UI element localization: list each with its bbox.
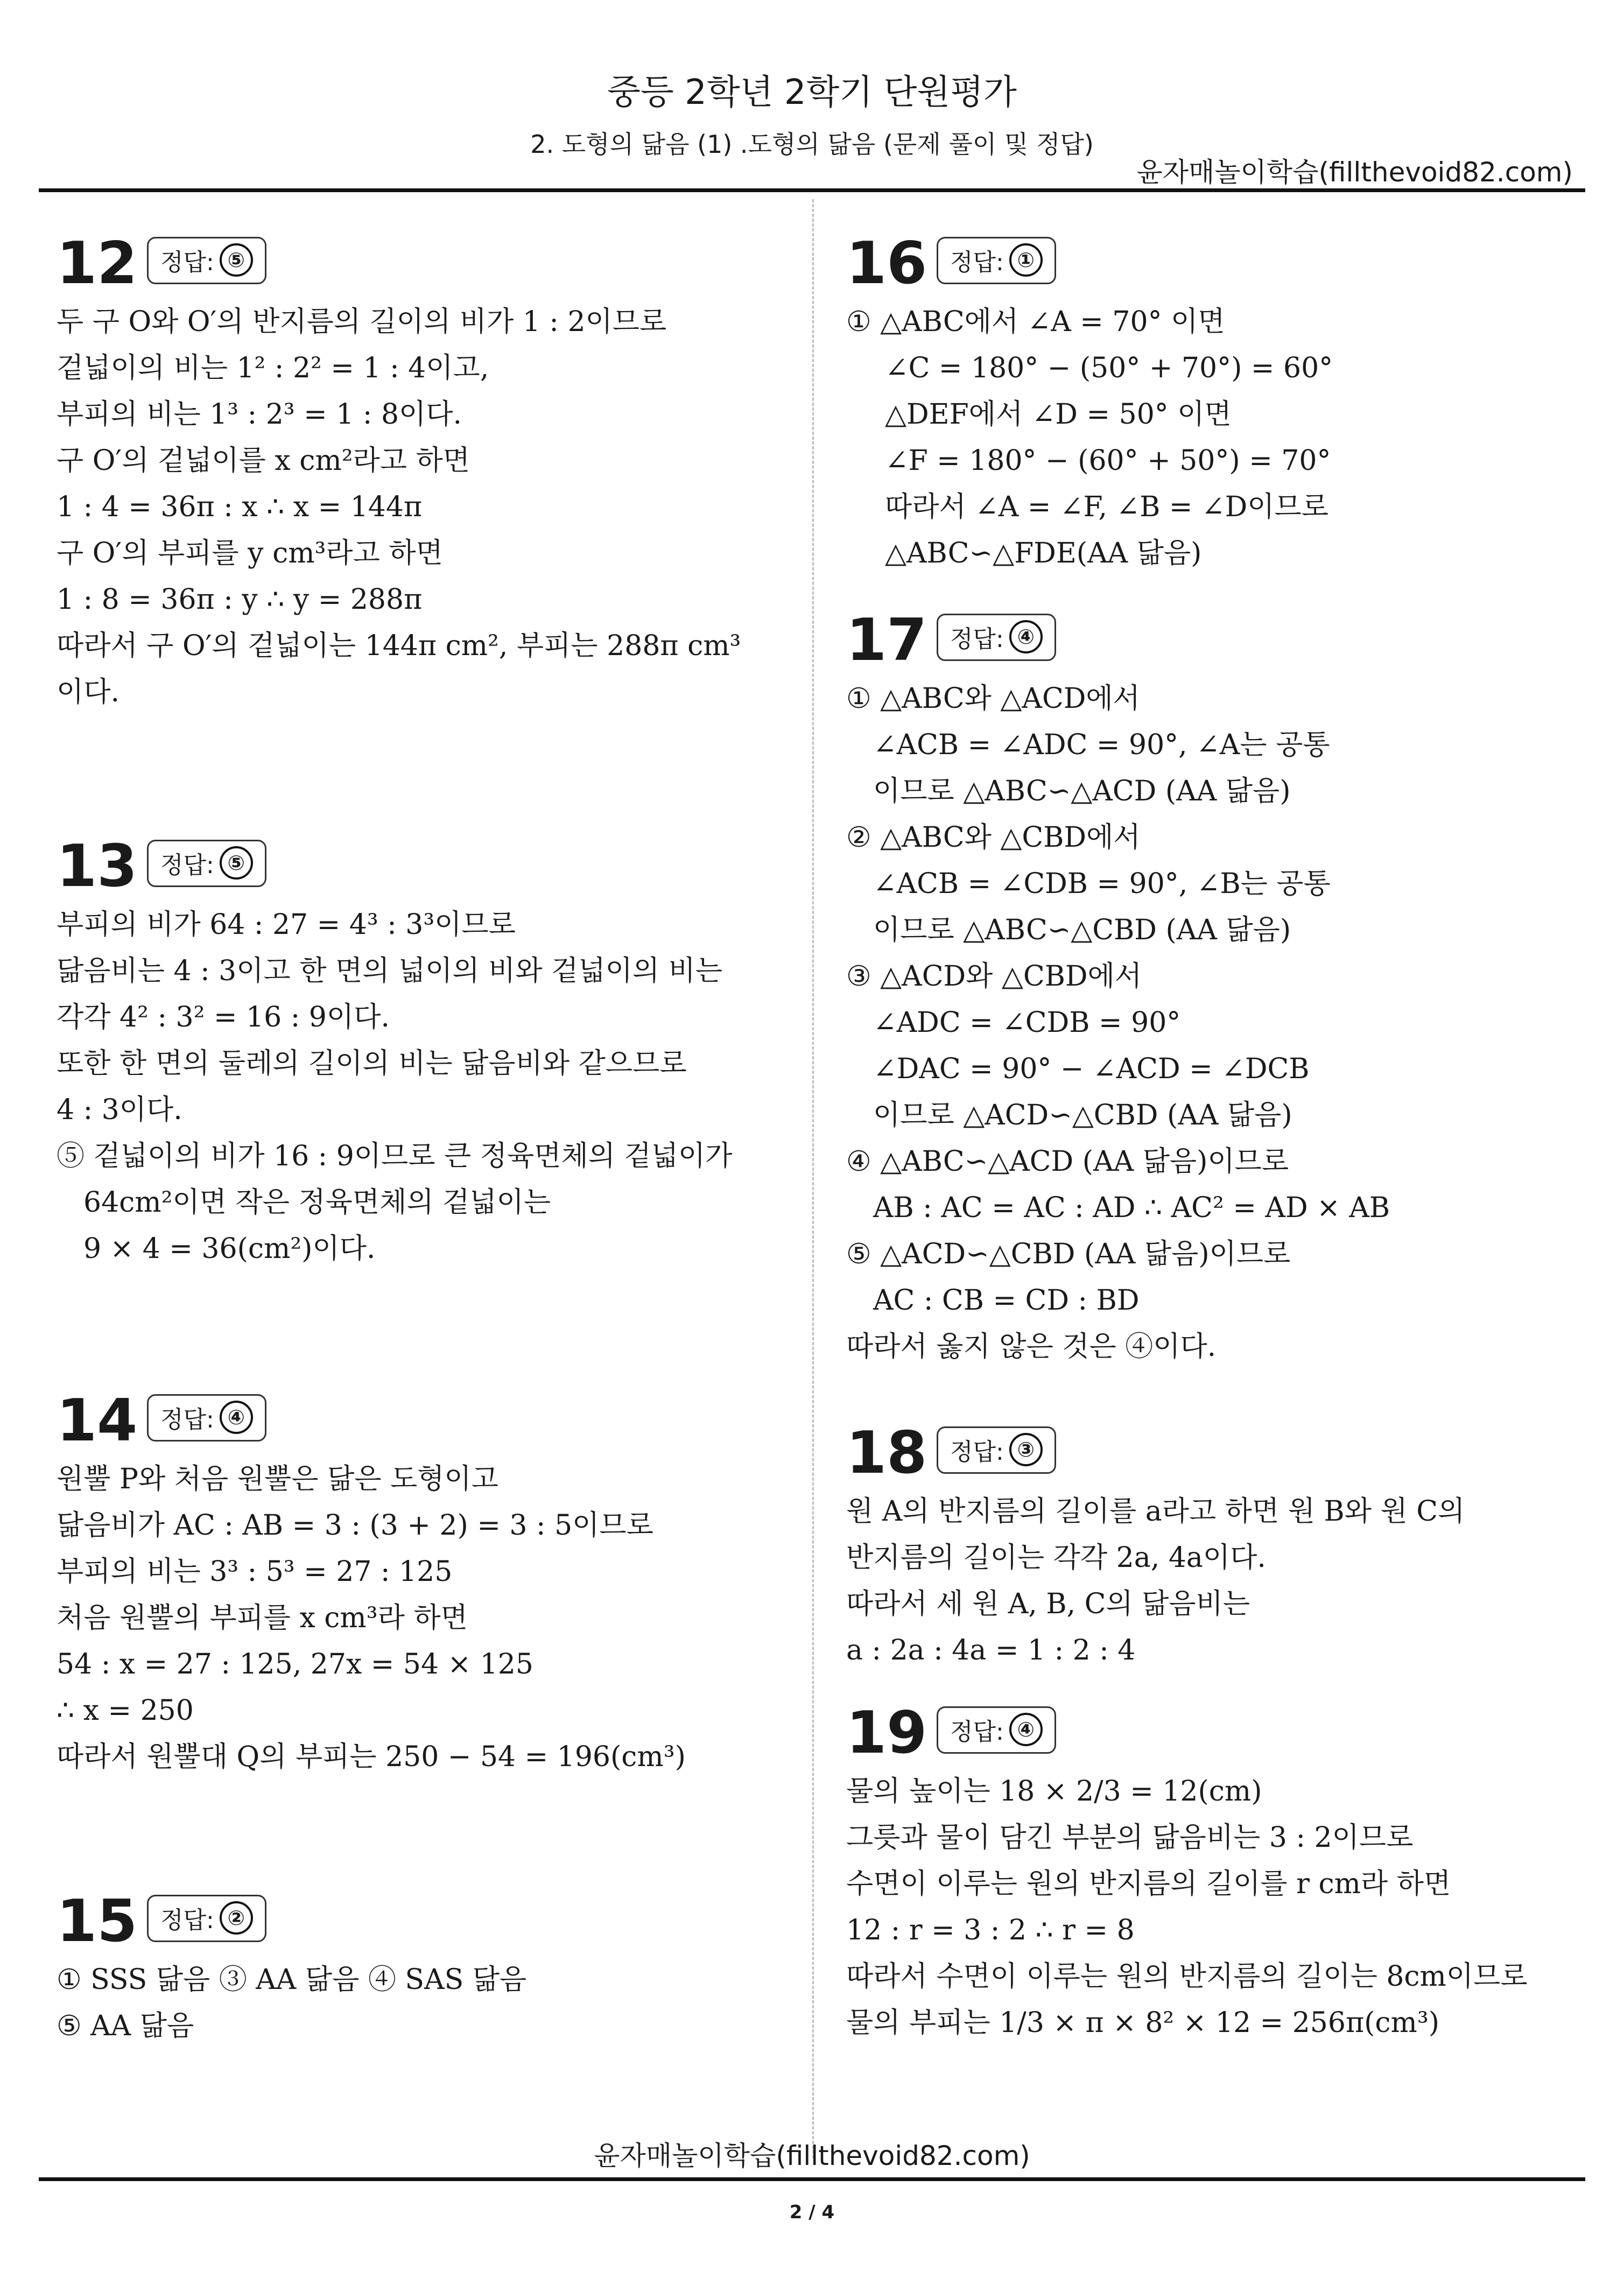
solution-line: ⑤ 겉넓이의 비가 16 : 9이므로 큰 정육면체의 겉넓이가 (57, 1140, 733, 1172)
question-number: 12 (57, 230, 138, 297)
answer-choice: ⑤ (220, 846, 253, 880)
solution-line: △DEF에서 ∠D = 50° 이면 (885, 398, 1232, 431)
question-number: 16 (846, 230, 927, 297)
answer-choice: ③ (1009, 1433, 1043, 1466)
answer-choice: ② (220, 1901, 253, 1935)
solution-line: AC : CB = CD : BD (873, 1284, 1140, 1317)
solution-line: 부피의 비는 3³ : 5³ = 27 : 125 (57, 1556, 453, 1588)
answer-box (147, 237, 266, 284)
solution-line: ⑤ △ACD∽△CBD (AA 닮음)이므로 (846, 1238, 1291, 1270)
answer-box (147, 1895, 266, 1942)
answer-label: 정답: (950, 249, 1004, 276)
solution-line: AB : AC = AC : AD ∴ AC² = AD × AB (873, 1192, 1390, 1224)
solution-line: 이다. (57, 676, 119, 708)
column-divider (812, 199, 814, 2159)
question-number: 18 (846, 1419, 927, 1487)
question-number: 19 (846, 1699, 927, 1767)
solution-line: 원뿔 P와 처음 원뿔은 닮은 도형이고 (57, 1463, 498, 1495)
header-site-credit: 윤자매놀이학습(fillthevoid82.com) (1136, 157, 1573, 188)
question-number: 17 (846, 607, 927, 674)
solution-line: ∠ADC = ∠CDB = 90° (873, 1007, 1181, 1039)
solution-line: 부피의 비가 64 : 27 = 4³ : 3³이므로 (57, 909, 516, 941)
solution-line: ⑤ AA 닮음 (57, 2010, 194, 2042)
solution-line: 12 : r = 3 : 2 ∴ r = 8 (846, 1914, 1135, 1946)
solution-line: 닮음비는 4 : 3이고 한 면의 넓이의 비와 겉넓이의 비는 (57, 955, 723, 987)
solution-line: 부피의 비는 1³ : 2³ = 1 : 8이다. (57, 398, 462, 431)
solution-line: 따라서 수면이 이루는 원의 반지름의 길이는 8cm이므로 (846, 1960, 1528, 1993)
solution-line: 64cm²이면 작은 정육면체의 겉넓이는 (83, 1186, 551, 1219)
question-18 (846, 1421, 1465, 1674)
answer-label: 정답: (950, 625, 1004, 653)
solution-line: 물의 높이는 18 × 2/3 = 12(cm) (846, 1775, 1262, 1808)
solution-line: ∠F = 180° − (60° + 50°) = 70° (885, 445, 1331, 477)
solution-line: ② △ABC와 △CBD에서 (846, 821, 1141, 854)
solution-line: 구 O′의 겉넓이를 x cm²라고 하면 (57, 445, 470, 477)
question-12 (57, 231, 741, 715)
question-15 (57, 1889, 526, 2049)
solution-line: 1 : 4 = 36π : x ∴ x = 144π (57, 491, 423, 523)
question-13 (57, 834, 732, 1272)
question-19 (846, 1701, 1528, 2046)
solution-line: 원 A의 반지름의 길이를 a라고 하면 원 B와 원 C의 (846, 1495, 1465, 1528)
solution-line: ① △ABC와 △ACD에서 (846, 683, 1140, 715)
answer-box (937, 614, 1056, 661)
footer-site-credit: 윤자매놀이학습(fillthevoid82.com) (594, 2140, 1030, 2171)
solution-line: 물의 부피는 1/3 × π × 8² × 12 = 256π(cm³) (846, 2007, 1439, 2039)
answer-label: 정답: (160, 1406, 214, 1433)
answer-choice: ⑤ (220, 243, 253, 277)
document-subtitle: 2. 도형의 닮음 (1) .도형의 닮음 (문제 풀이 및 정답) (530, 130, 1094, 159)
solution-line: 따라서 세 원 A, B, C의 닮음비는 (846, 1588, 1250, 1620)
solution-line: 9 × 4 = 36(cm²)이다. (83, 1233, 376, 1265)
solution-line: 1 : 8 = 36π : y ∴ y = 288π (57, 583, 423, 616)
footer-rule (39, 2177, 1585, 2181)
document-title: 중등 2학년 2학기 단원평가 (607, 73, 1017, 113)
answer-label: 정답: (950, 1718, 1004, 1746)
answer-choice: ④ (220, 1401, 253, 1434)
solution-line: 각각 4² : 3² = 16 : 9이다. (57, 1001, 390, 1033)
solution-line: 이므로 △ABC∽△CBD (AA 닮음) (873, 914, 1291, 946)
solution-line: ① △ABC에서 ∠A = 70° 이면 (846, 306, 1225, 338)
answer-label: 정답: (160, 852, 214, 879)
solution-line: a : 2a : 4a = 1 : 2 : 4 (846, 1634, 1136, 1667)
question-17 (846, 608, 1390, 1370)
solution-line: 이므로 △ABC∽△ACD (AA 닮음) (873, 775, 1291, 807)
solution-line: 닮음비가 AC : AB = 3 : (3 + 2) = 3 : 5이므로 (57, 1509, 653, 1542)
solution-line: 반지름의 길이는 각각 2a, 4a이다. (846, 1542, 1266, 1574)
solution-line: 또한 한 면의 둘레의 길이의 비는 닮음비와 같으므로 (57, 1047, 687, 1080)
solution-line: 그릇과 물이 담긴 부분의 닮음비는 3 : 2이므로 (846, 1822, 1414, 1854)
solution-line: 따라서 옳지 않은 것은 ④이다. (846, 1331, 1217, 1363)
solution-line: ④ △ABC∽△ACD (AA 닮음)이므로 (846, 1145, 1289, 1178)
solution-line: ∴ x = 250 (57, 1695, 194, 1727)
answer-box (937, 1706, 1056, 1754)
question-number: 15 (57, 1888, 138, 1955)
solution-line: 수면이 이루는 원의 반지름의 길이를 r cm라 하면 (846, 1868, 1451, 1900)
question-number: 13 (57, 833, 138, 900)
answer-box (937, 1426, 1056, 1474)
solution-line: 따라서 구 O′의 겉넓이는 144π cm², 부피는 288π cm³ (57, 630, 741, 662)
answer-choice: ④ (1009, 620, 1043, 653)
page-number: 2 / 4 (789, 2202, 835, 2223)
solution-line: ③ △ACD와 △CBD에서 (846, 960, 1142, 993)
answer-choice: ④ (1009, 1713, 1043, 1746)
solution-line: ∠C = 180° − (50° + 70°) = 60° (885, 352, 1333, 384)
answer-label: 정답: (160, 249, 214, 276)
solution-line: 따라서 원뿔대 Q의 부피는 250 − 54 = 196(cm³) (57, 1741, 686, 1773)
answer-box (147, 840, 266, 887)
question-number: 14 (57, 1387, 138, 1454)
solution-line: 구 O′의 부피를 y cm³라고 하면 (57, 537, 443, 570)
solution-line: ∠ACB = ∠CDB = 90°, ∠B는 공통 (873, 868, 1331, 900)
answer-label: 정답: (950, 1438, 1004, 1466)
solution-line: 4 : 3이다. (57, 1094, 182, 1126)
answer-label: 정답: (160, 1907, 214, 1934)
solution-line: 이므로 △ACD∽△CBD (AA 닮음) (873, 1099, 1292, 1131)
answer-box (147, 1394, 266, 1442)
question-16 (846, 231, 1333, 576)
solution-line: △ABC∽△FDE(AA 닮음) (885, 537, 1202, 570)
header-rule (39, 188, 1585, 192)
solution-line: ∠DAC = 90° − ∠ACD = ∠DCB (873, 1053, 1310, 1085)
solution-line: ∠ACB = ∠ADC = 90°, ∠A는 공통 (873, 729, 1330, 761)
solution-line: 따라서 ∠A = ∠F, ∠B = ∠D이므로 (885, 491, 1328, 523)
answer-choice: ① (1009, 243, 1043, 277)
solution-line: 겉넓이의 비는 1² : 2² = 1 : 4이고, (57, 352, 489, 384)
answer-box (937, 237, 1056, 284)
solution-line: 처음 원뿔의 부피를 x cm³라 하면 (57, 1602, 468, 1634)
question-14 (57, 1389, 686, 1780)
solution-line: 두 구 O와 O′의 반지름의 길이의 비가 1 : 2이므로 (57, 306, 667, 338)
solution-line: ① SSS 닮음 ③ AA 닮음 ④ SAS 닮음 (57, 1964, 527, 1996)
solution-line: 54 : x = 27 : 125, 27x = 54 × 125 (57, 1648, 533, 1681)
